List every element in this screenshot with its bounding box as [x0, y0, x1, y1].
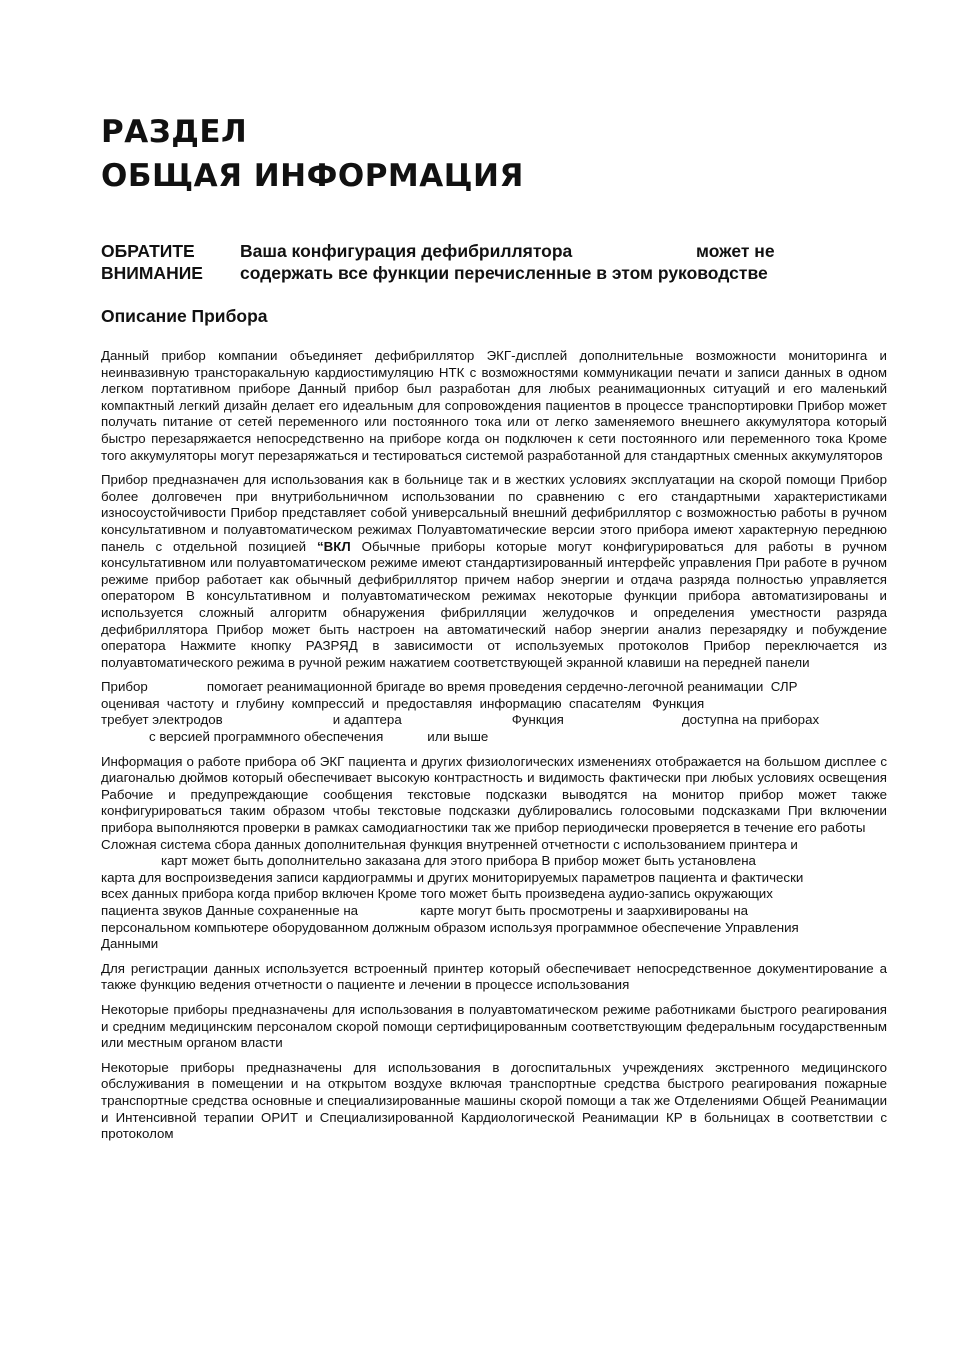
page-title [101, 110, 524, 198]
cpr-line-4a: с версией программного обеспечения [149, 729, 384, 745]
data-line-5 [101, 903, 887, 920]
data-line-1: Сложная система сбора данных дополнительная функция внутренней отчетности с использованием принтера и [101, 836, 798, 852]
body-text [101, 348, 887, 1151]
note-text-line-1a: Ваша конфигурация дефибриллятора [240, 241, 573, 261]
title-line-2: ОБЩАЯ ИНФОРМАЦИЯ [101, 158, 524, 194]
data-line-6: персональном компьютере оборудованном должным образом используя программное обеспечение Управления [101, 919, 799, 935]
cpr-line-4 [101, 729, 887, 746]
cpr-line-2: оценивая частоту и глубину компрессий и предоставляя информацию спасателям Функция [101, 695, 705, 711]
note-text-line-2: содержать все функции перечисленные в этом руководстве [240, 263, 768, 283]
cpr-line-3d: доступна на приборах [681, 712, 820, 728]
paragraph-device-overview: Данный прибор компании объединяет дефибриллятор ЭКГ-дисплей дополнительные возможности мониторинга и неинвазивную трансторакальную кардиостимуляцию НТК с возможностями коммуникации печати и записи данных в одном легком портативном приборе Данный прибор был разработан для любых реанимационных ситуаций и его маленький компактный легкий дизайн делает его идеальным для сопровождения пациентов в процессе транспортировки Прибор может получать питание от сетей переменного или постоянного тока или от легко заменяемого внешнего аккумулятора который быстро перезаряжается непосредственно на приборе когда он подключен к сети постоянного или переменного тока Кроме того аккумуляторы могут перезаряжаться и тестироваться системой разработанной для стандартных сменных аккумуляторов [101, 348, 887, 463]
data-line-4: всех данных прибора когда прибор включен Кроме того может быть произведена аудио-запись окружающих [101, 886, 773, 902]
attention-note [101, 240, 891, 284]
section-heading: Описание Прибора [101, 306, 268, 326]
cpr-line-3a: требует электродов [101, 712, 223, 728]
paragraph-prehospital-use: Некоторые приборы предназначены для использования в догоспитальных учреждениях экстренного медицинского обслуживания в помещении и на открытом воздухе включая транспортные средства быстрого реагирования пожарные транспортные средства основные и специализированные машины скорой помощи а так же Отделениями Общей Реанимации и Интенсивной терапии ОРИТ и Специализированной Кардиологической Реанимации КР в больницах в соответствии с протоколом [101, 1059, 887, 1142]
note-row-2 [101, 262, 891, 284]
note-label-line-2: ВНИМАНИЕ [101, 263, 203, 283]
cpr-line-3 [101, 712, 887, 729]
data-line-2-text: карт может быть дополнительно заказана для этого прибора В прибор может быть установлена [161, 853, 756, 869]
on-position-label: “ВКЛ [317, 538, 351, 554]
paragraph-data-system [101, 837, 887, 953]
paragraph-usage-modes-text: Прибор предназначен для использования как в больнице так и в жестких условиях эксплуатации на скорой помощи Прибор более долговечен при внутрибольничном использовании по сравнению с его стандартными характеристиками износоустойчивости Прибор представляет собой универсальный внешний дефибриллятор с возможностью работы в ручном консультативном и полуавтоматическом режимах Полуавтоматические версии этого прибора имеют характерную переднюю панель с отдельной позицией [101, 472, 887, 554]
data-line-3: карта для воспроизведения записи кардиограммы и других мониторируемых параметров пациента и фактически [101, 869, 804, 885]
note-label-line-1: ОБРАТИТЕ [101, 241, 195, 261]
paragraph-usage-modes-text-2: Обычные приборы которые могут конфигурироваться для работы в ручном консультативном или полуавтоматическом режиме имеют стандартизированный интерфейс управления При работе в ручном режиме прибор работает как обычный дефибриллятор причем набор энергии и отдача разряда полностью управляется оператором В консультативном и полуавтоматическом режимах некоторые функции прибора автоматизированы и используется сложный алгоритм обнаружения фибрилляции желудочков и определения уместности разряда дефибриллятора Прибор может быть настроен на автоматический набор энергии анализ перезарядку и побуждение оператора Нажмите кнопку РАЗРЯД в зависимости от используемых протоколов Прибор переключается из полуавтоматического режима в ручной режим нажатием соответствующей экранной клавиши на передней панели [101, 538, 887, 670]
data-line-5a: пациента звуков Данные сохраненные на [101, 903, 359, 918]
data-line-2 [101, 853, 887, 870]
data-line-7: Данными [101, 936, 159, 952]
paragraph-cpr-help [101, 679, 887, 745]
paragraph-semiauto-users: Некоторые приборы предназначены для использования в полуавтоматическом режиме работниками быстрого реагирования и средним медицинским персоналом скорой помощи сертифицированным соответствующим федеральным государственным или местным органом власти [101, 1001, 887, 1051]
paragraph-printer: Для регистрации данных используется встроенный принтер который обеспечивает непосредственное документирование а также функцию ведения отчетности о пациенте и лечении в процессе использования [101, 960, 887, 993]
paragraph-display-info: Информация о работе прибора об ЭКГ пациента и других физиологических изменениях отображается на большом дисплее с диагональю дюймов который обеспечивает высокую контрастность и видимость фактически при любых условиях освещения Рабочие и предупреждающие сообщения текстовые подсказки выводятся на монитор прибор может также конфигурироваться таким образом чтобы текстовые подсказки дублировались голосовыми подсказками При включении прибора выполняются проверки в рамках самодиагностики так же прибор периодически проверяется в течение его работы [101, 753, 887, 836]
note-text-line-1b: может не [696, 241, 775, 261]
cpr-line-3c: Функция [511, 712, 564, 728]
cpr-line-1: Прибор помогает реанимационной бригаде во время проведения сердечно-легочной реанимации СЛР [101, 679, 798, 695]
cpr-line-4b: или выше [427, 729, 489, 745]
paragraph-usage-modes [101, 472, 887, 671]
data-line-5b: карте могут быть просмотрены и заархивированы на [420, 903, 749, 918]
note-row-1 [101, 240, 891, 262]
cpr-line-3b: и адаптера [332, 712, 402, 728]
title-line-1: РАЗДЕЛ [101, 114, 248, 150]
